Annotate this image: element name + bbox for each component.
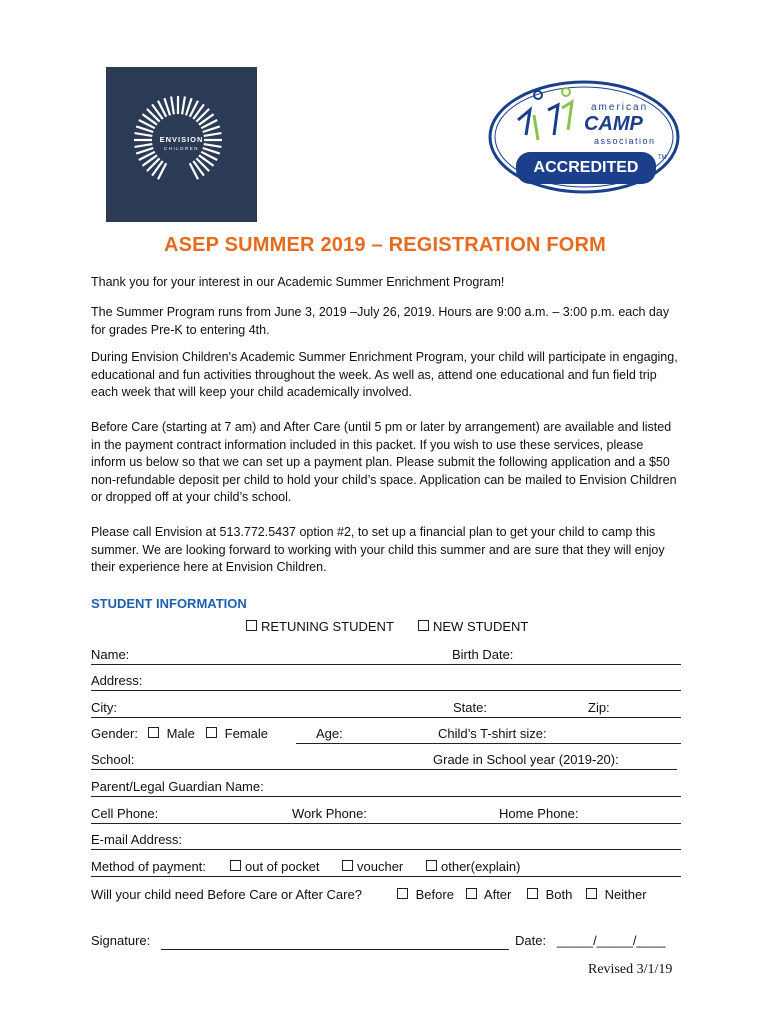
age-tshirt-field[interactable] — [296, 743, 681, 744]
checkbox-icon[interactable] — [397, 888, 408, 899]
care-after-label: After — [483, 887, 512, 902]
returning-student-option[interactable] — [246, 619, 394, 634]
pay-oop-label: out of pocket — [245, 859, 320, 874]
logo-american: american — [591, 102, 649, 113]
grade-label: Grade in School year (2019-20): — [433, 752, 619, 767]
care-neither-label: Neither — [604, 887, 647, 902]
payment-oop-option[interactable] — [230, 859, 319, 874]
pay-voucher-label: voucher — [357, 859, 404, 874]
payment-other-option[interactable] — [426, 859, 521, 874]
care-before-label: Before — [415, 887, 454, 902]
tshirt-label: Child’s T-shirt size: — [438, 726, 547, 741]
city-field[interactable] — [91, 717, 681, 718]
form-title: ASEP SUMMER 2019 – REGISTRATION FORM — [163, 234, 607, 256]
male-label: Male — [166, 726, 195, 741]
program-description-paragraph: During Envision Children's Academic Summer Enrichment Program, your child will participate in engaging, educational and fun activities throughout the week. As well as, attend one educational and fun field trip each week that will keep your child academically involved. — [91, 350, 678, 399]
checkbox-icon[interactable] — [342, 860, 353, 871]
logo-accredited: ACCREDITED — [533, 159, 639, 176]
payment-voucher-option[interactable] — [342, 859, 403, 874]
guardian-field[interactable] — [91, 796, 681, 797]
name-field[interactable] — [91, 664, 681, 665]
address-field[interactable] — [91, 690, 681, 691]
care-paragraph: Before Care (starting at 7 am) and After Care (until 5 pm or later by arrangement) are available and listed in the payment contract information included in this packet. If you wish to use these services, please inform us below so that we can set up a payment plan. Please submit the following application and a $50 non-refundable deposit per child to hold your child’s space. Application can be mailed to Envision Children or dropped off at your child’s school. — [91, 420, 677, 504]
checkbox-icon[interactable] — [418, 620, 429, 631]
city-label: City: — [91, 700, 117, 715]
new-student-option[interactable] — [418, 619, 528, 634]
care-after-option[interactable] — [466, 887, 511, 902]
guardian-label: Parent/Legal Guardian Name: — [91, 779, 264, 794]
female-option[interactable] — [206, 726, 268, 741]
care-before-option[interactable] — [397, 887, 454, 902]
school-label: School: — [91, 752, 135, 767]
envision-children-logo — [106, 67, 257, 222]
work-phone-label: Work Phone: — [292, 806, 367, 821]
care-both-option[interactable] — [527, 887, 572, 902]
gender-label: Gender: — [91, 726, 138, 741]
sunburst-icon — [106, 67, 257, 222]
logo-sub: CHILDREN — [163, 146, 199, 151]
date-label: Date: — [515, 933, 547, 948]
checkbox-icon[interactable] — [230, 860, 241, 871]
contact-paragraph: Please call Envision at 513.772.5437 option #2, to set up a financial plan to get your child to camp this summer. We are looking forward to working with your child this summer and are sure that they will enjoy their experience here at Envision Children. — [91, 525, 665, 574]
email-field[interactable] — [91, 849, 681, 850]
acc-accredited-logo — [488, 80, 680, 194]
date-field[interactable]: _____/_____/____ — [557, 933, 666, 948]
email-label: E-mail Address: — [91, 832, 183, 847]
age-label: Age: — [316, 726, 343, 741]
address-label: Address: — [91, 673, 143, 688]
section-title: STUDENT INFORMATION — [91, 596, 247, 611]
phone-field[interactable] — [91, 823, 681, 824]
checkbox-icon[interactable] — [206, 727, 217, 738]
payment-field[interactable] — [91, 876, 681, 877]
care-question: Will your child need Before Care or After Care? — [91, 887, 362, 902]
birth-date-label: Birth Date: — [452, 647, 514, 662]
signature-field[interactable] — [161, 949, 509, 950]
pay-other-label: other(explain) — [441, 859, 521, 874]
logo-camp: CAMP — [584, 113, 643, 135]
cell-phone-label: Cell Phone: — [91, 806, 159, 821]
logo-word: ENVISION — [159, 135, 204, 144]
checkbox-icon[interactable] — [148, 727, 159, 738]
male-option[interactable] — [148, 726, 195, 741]
payment-label: Method of payment: — [91, 859, 206, 874]
sunburst-ray — [171, 97, 174, 115]
state-label: State: — [453, 700, 487, 715]
care-neither-option[interactable] — [586, 887, 647, 902]
checkbox-icon[interactable] — [466, 888, 477, 899]
intro-paragraph: Thank you for your interest in our Academic Summer Enrichment Program! — [91, 275, 505, 289]
returning-label: RETUNING STUDENT — [261, 619, 394, 634]
sunburst-ray — [182, 97, 185, 115]
new-label: NEW STUDENT — [433, 619, 529, 634]
checkbox-icon[interactable] — [246, 620, 257, 631]
female-label: Female — [224, 726, 268, 741]
care-both-label: Both — [545, 887, 573, 902]
zip-label: Zip: — [588, 700, 610, 715]
program-dates-paragraph: The Summer Program runs from June 3, 2019 –July 26, 2019. Hours are 9:00 a.m. – 3:00 p.m. each day for grades Pre-K to entering 4th. — [91, 305, 670, 337]
checkbox-icon[interactable] — [527, 888, 538, 899]
signature-label: Signature: — [91, 933, 151, 948]
home-phone-label: Home Phone: — [499, 806, 579, 821]
logo-tm: TM — [658, 155, 667, 161]
school-field[interactable] — [91, 769, 677, 770]
logo-association: association — [594, 136, 656, 146]
checkbox-icon[interactable] — [426, 860, 437, 871]
checkbox-icon[interactable] — [586, 888, 597, 899]
name-label: Name: — [91, 647, 130, 662]
revised-date: Revised 3/1/19 — [588, 962, 673, 977]
